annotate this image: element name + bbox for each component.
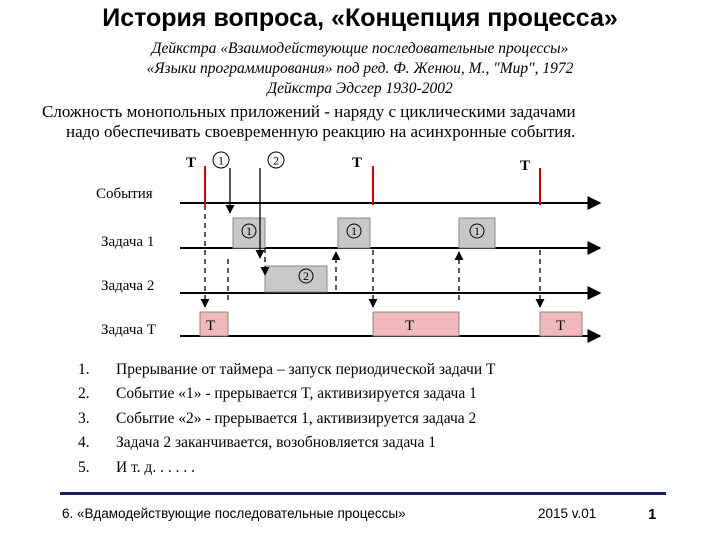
footer-divider — [60, 492, 666, 495]
taskT-block-1-label: T — [206, 318, 216, 334]
top-marker-event-1: 1 — [218, 153, 224, 168]
taskT-block-2 — [373, 312, 459, 336]
top-marker-timer-3: T — [520, 158, 531, 174]
step-text: И т. д. . . . . . — [116, 458, 195, 476]
top-marker-timer-2: T — [352, 155, 363, 171]
step-text: Событие «1» - прерывается T, активизируется задача 1 — [116, 385, 477, 403]
row-label-events: События — [96, 186, 153, 202]
slide-title: История вопроса, «Концепция процесса» — [102, 4, 618, 32]
page-number: 1 — [648, 506, 657, 523]
row-label-taskT: Задача T — [101, 322, 156, 338]
step-text: Задача 2 заканчивается, возобновляется задача 1 — [116, 434, 436, 452]
step-number: 4. — [78, 434, 90, 452]
step-number: 1. — [78, 361, 90, 378]
taskT-block-3-label: T — [556, 318, 566, 334]
taskT-block-2-label: T — [405, 318, 415, 334]
task1-block-1-label: 1 — [246, 224, 252, 238]
task2-block-label: 2 — [303, 269, 309, 283]
step-text: Прерывание от таймера – запуск периодической задачи T — [116, 361, 496, 378]
row-label-task1: Задача 1 — [101, 234, 155, 250]
footer-version: 2015 v.01 — [538, 506, 597, 521]
step-item — [78, 407, 496, 431]
citation-line-2: «Языки программирования» под ред. Ф. Женюи, М., "Мир", 1972 — [146, 60, 574, 77]
top-marker-event-2: 2 — [273, 153, 279, 168]
step-item — [78, 382, 496, 406]
steps-list — [78, 358, 496, 480]
intro-line-2: надо обеспечивать своевременную реакцию на асинхронные события. — [66, 122, 576, 141]
step-number: 2. — [78, 385, 90, 403]
top-marker-timer-1: T — [186, 155, 197, 171]
footer-title: 6. «Вдамодействующие последовательные процессы» — [62, 506, 406, 521]
step-number: 5. — [78, 458, 90, 476]
task1-block-2-label: 1 — [351, 224, 357, 238]
citation-line-1: Дейкстра «Взаимодействующие последовательные процессы» — [151, 40, 569, 57]
task2-block — [265, 266, 327, 292]
intro-line-1: Сложность монопольных приложений - наряду с циклическими задачами — [42, 102, 576, 121]
step-item — [78, 456, 496, 480]
row-label-task2: Задача 2 — [101, 278, 155, 294]
step-number: 3. — [78, 409, 90, 427]
step-item — [78, 358, 496, 382]
citation-line-3: Дейкстра Эдсгер 1930-2002 — [267, 80, 453, 97]
task1-block-3-label: 1 — [474, 224, 480, 238]
step-item — [78, 431, 496, 455]
step-text: Событие «2» - прерывается 1, активизируется задача 2 — [116, 409, 477, 427]
